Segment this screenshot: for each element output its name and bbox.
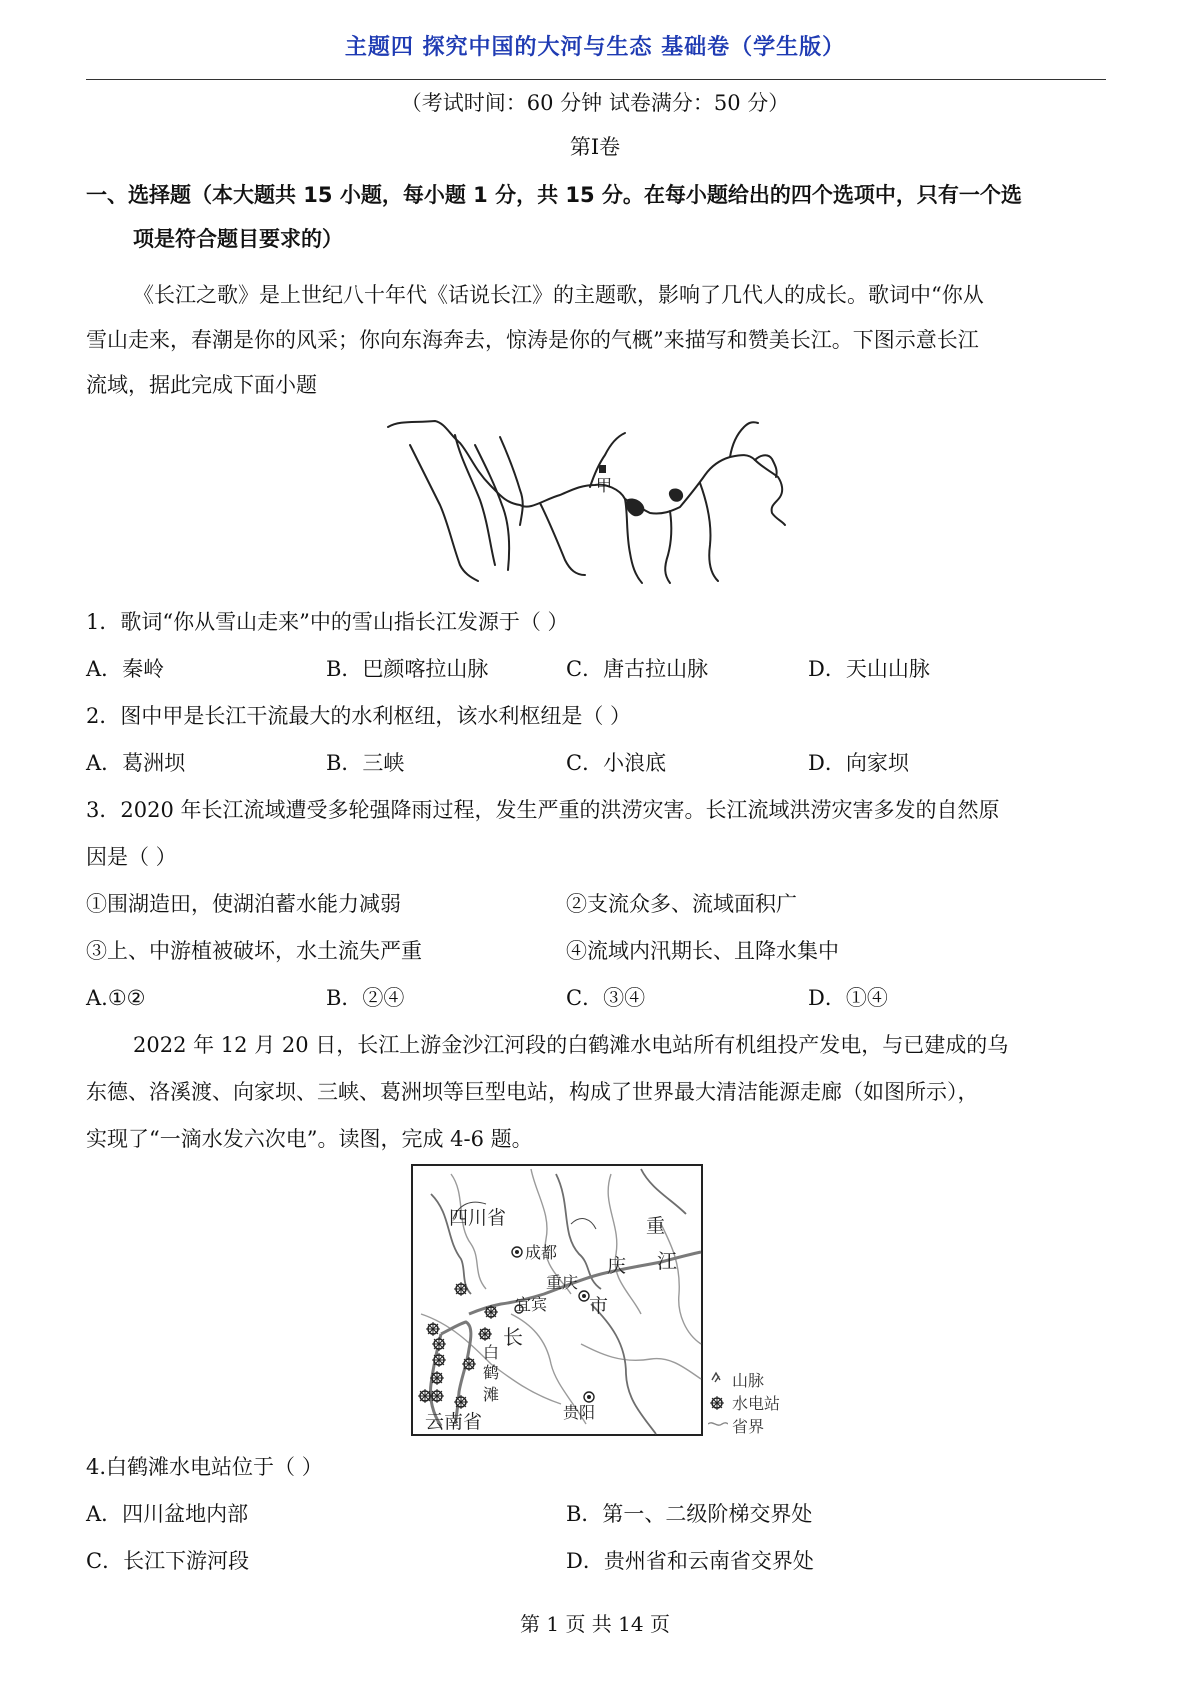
q4-option-d[interactable]: D．贵州省和云南省交界处 xyxy=(566,1549,814,1573)
section-heading-line2: 项是符合题目要求的） xyxy=(133,227,343,251)
hydropower-legend-icon xyxy=(710,1396,724,1410)
tributary xyxy=(410,445,478,581)
hydropower-station-icon xyxy=(454,1395,468,1409)
q3-statement-3: ③上、中游植被破坏，水土流失严重 xyxy=(86,939,422,963)
hydropower-station-icon xyxy=(484,1305,498,1319)
q2-option-c[interactable]: C．小浪底 xyxy=(566,751,667,775)
tributary xyxy=(540,503,585,575)
label-baihetan-1: 白 xyxy=(483,1343,500,1362)
q4-option-c[interactable]: C．长江下游河段 xyxy=(86,1549,250,1573)
q1-option-d[interactable]: D．天山山脉 xyxy=(808,657,930,681)
tributary xyxy=(455,435,495,565)
hydropower-station-icon xyxy=(418,1389,432,1403)
mountain-legend-icon xyxy=(712,1373,720,1382)
hydropower-station-icon xyxy=(430,1389,444,1403)
q1-option-a[interactable]: A．秦岭 xyxy=(86,657,165,681)
q2-option-b[interactable]: B．三峡 xyxy=(326,751,405,775)
q1-stem: 1．歌词“你从雪山走来”中的雪山指长江发源于（ ） xyxy=(86,610,569,634)
dongting-lake-icon xyxy=(626,498,644,516)
passage1-line1: 《长江之歌》是上世纪八十年代《话说长江》的主题歌，影响了几代人的成长。歌词中“你从 xyxy=(133,283,984,307)
header-divider xyxy=(86,79,1106,80)
label-chongqing-1: 重 xyxy=(646,1215,666,1237)
map-frame xyxy=(412,1165,702,1435)
label-chongqing-city: 重庆 xyxy=(546,1273,579,1292)
poyang-lake-icon xyxy=(669,488,683,501)
q4-stem: 4.白鹤滩水电站位于（ ） xyxy=(86,1455,323,1479)
tributary xyxy=(700,483,718,581)
q3-option-c[interactable]: C．③④ xyxy=(566,986,646,1010)
passage2-line1: 2022 年 12 月 20 日，长江上游金沙江河段的白鹤滩水电站所有机组投产发电，与已建成的乌 xyxy=(133,1033,1009,1057)
hydropower-station-icon xyxy=(454,1282,468,1296)
q3-statement-1: ①围湖造田，使湖泊蓄水能力减弱 xyxy=(86,892,401,916)
hydropower-station-icon xyxy=(462,1357,476,1371)
q2-option-d[interactable]: D．向家坝 xyxy=(808,751,909,775)
q3-option-a[interactable]: A.①② xyxy=(86,986,146,1010)
q3-option-b[interactable]: B．②④ xyxy=(326,986,405,1010)
q4-option-a[interactable]: A．四川盆地内部 xyxy=(86,1502,249,1526)
legend-mountain-label: 山脉 xyxy=(732,1371,765,1390)
label-baihetan-3: 滩 xyxy=(483,1385,500,1404)
province-border-legend-icon xyxy=(708,1423,728,1425)
main-river xyxy=(388,421,755,514)
label-chongqing-2: 庆 xyxy=(607,1255,627,1277)
label-changjiang-2: 江 xyxy=(657,1249,677,1273)
hydropower-station-icon xyxy=(478,1327,492,1341)
q3-statement-2: ②支流众多、流域面积广 xyxy=(566,892,797,916)
q1-option-c[interactable]: C．唐古拉山脉 xyxy=(566,657,709,681)
q2-option-a[interactable]: A．葛洲坝 xyxy=(86,751,186,775)
document-title: 主题四 探究中国的大河与生态 基础卷（学生版） xyxy=(344,35,846,60)
label-guiyang: 贵阳 xyxy=(563,1403,596,1422)
hydropower-station-icon xyxy=(430,1371,444,1385)
legend-hydropower-label: 水电站 xyxy=(732,1394,781,1413)
page-number: 第 1 页 共 14 页 xyxy=(520,1612,670,1636)
label-baihetan-2: 鹤 xyxy=(483,1363,500,1382)
passage1-line2: 雪山走来，春潮是你的风采；你向东海奔去，惊涛是你的气概”来描写和赞美长江。下图示意长江 xyxy=(86,328,979,352)
label-sichuan: 四川省 xyxy=(449,1207,507,1229)
label-changjiang-1: 长 xyxy=(503,1325,523,1349)
q3-statement-4: ④流域内汛期长、且降水集中 xyxy=(566,939,839,963)
section-heading-line1: 一、选择题（本大题共 15 小题，每小题 1 分，共 15 分。在每小题给出的四个选项中，只有一个选 xyxy=(86,183,1022,207)
map2-legend-symbols xyxy=(708,1368,728,1432)
exam-info: （考试时间：60 分钟 试卷满分：50 分） xyxy=(400,91,790,115)
label-yunnan: 云南省 xyxy=(425,1411,483,1433)
label-chengdu: 成都 xyxy=(525,1243,558,1262)
q4-option-b[interactable]: B．第一、二级阶梯交界处 xyxy=(566,1502,813,1526)
label-yibin: 宜宾 xyxy=(515,1295,548,1314)
label-chongqing-3: 市 xyxy=(589,1295,609,1317)
three-gorges-marker-icon xyxy=(599,465,606,473)
passage2-line2: 东德、洛溪渡、向家坝、三峡、葛洲坝等巨型电站，构成了世界最大清洁能源走廊（如图所示）， xyxy=(86,1080,979,1104)
hydropower-station-icon xyxy=(432,1353,446,1367)
city-marker-icon xyxy=(579,1291,589,1301)
city-marker-icon xyxy=(584,1392,594,1402)
hydropower-station-icon xyxy=(426,1322,440,1336)
q3-option-d[interactable]: D．①④ xyxy=(808,986,888,1010)
legend-border-label: 省界 xyxy=(732,1417,765,1436)
city-marker-icon xyxy=(512,1247,522,1257)
volume-label: 第Ⅰ卷 xyxy=(569,135,621,159)
hydropower-station-icon xyxy=(432,1337,446,1351)
q1-option-b[interactable]: B．巴颜喀拉山脉 xyxy=(326,657,489,681)
q3-stem-line1: 3．2020 年长江流域遭受多轮强降雨过程，发生严重的洪涝灾害。长江流域洪涝灾害多发的自然原 xyxy=(86,798,1000,822)
passage2-line3: 实现了“一滴水发六次电”。读图，完成 4-6 题。 xyxy=(86,1127,533,1151)
jia-label: 甲 xyxy=(596,476,613,495)
tributary xyxy=(730,422,758,457)
yangtze-basin-map xyxy=(380,415,820,590)
passage1-line3: 流域，据此完成下面小题 xyxy=(86,373,317,397)
q2-stem: 2．图中甲是长江干流最大的水利枢纽，该水利枢纽是（ ） xyxy=(86,704,632,728)
energy-corridor-map xyxy=(411,1164,703,1436)
q3-stem-line2: 因是（ ） xyxy=(86,845,177,869)
tributary xyxy=(665,511,671,583)
